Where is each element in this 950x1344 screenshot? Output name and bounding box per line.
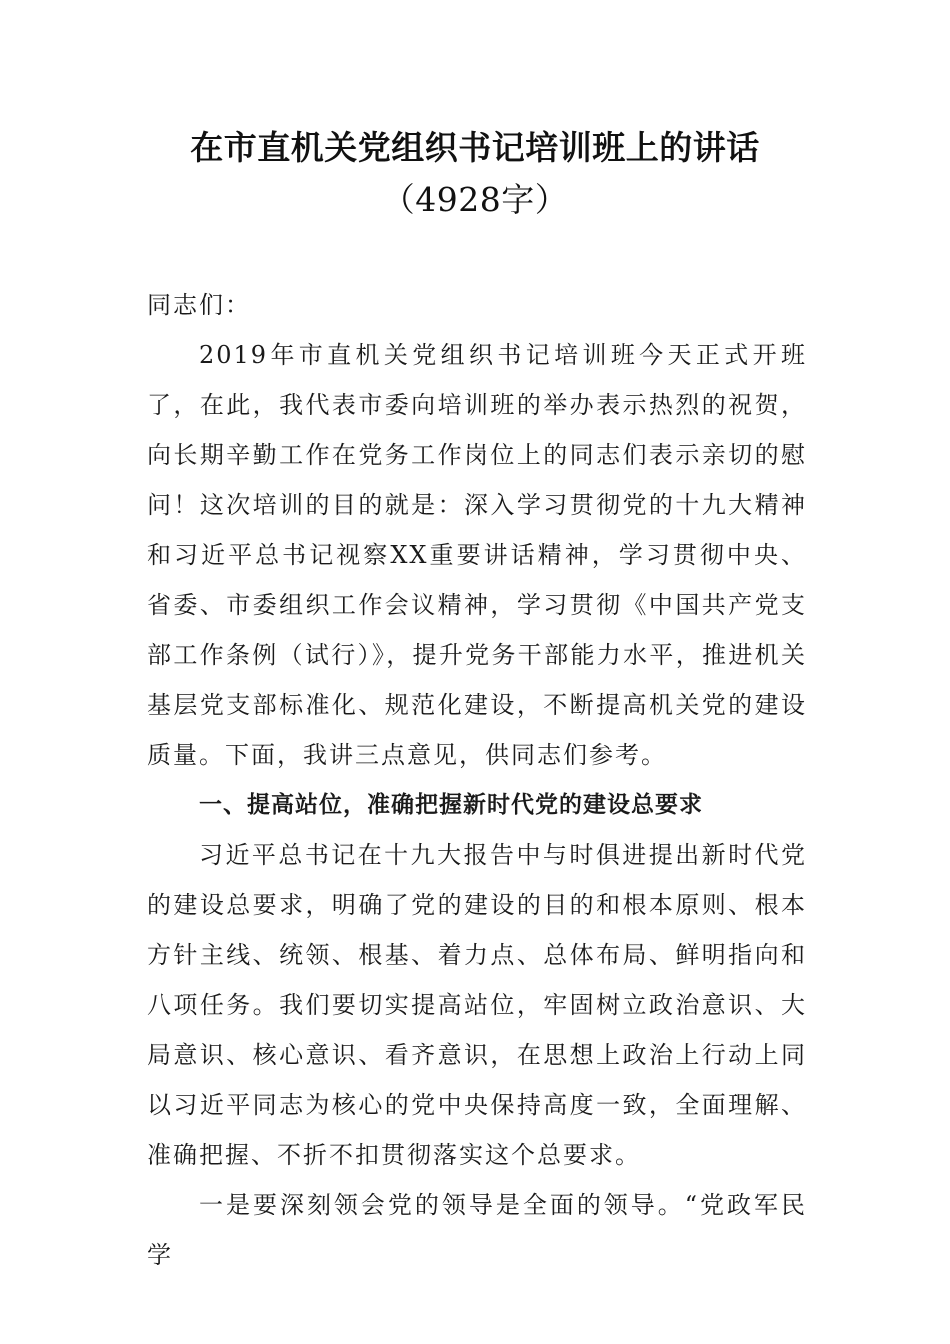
intro-paragraph: 2019年市直机关党组织书记培训班今天正式开班了，在此，我代表市委向培训班的举办表示热烈的祝贺，向长期辛勤工作在党务工作岗位上的同志们表示亲切的慰问！这次培训的目的就是：深入学习贯彻党的十九大精神和习近平总书记视察XX重要讲话精神，学习贯彻中央、省委、市委组织工作会议精神，学习贯彻《中国共产党支部工作条例（试行）》，提升党务干部能力水平，推进机关基层党支部标准化、规范化建设，不断提高机关党的建设质量。下面，我讲三点意见，供同志们参考。 bbox=[147, 341, 807, 769]
section-1-point-1: 一是要深刻领会党的领导是全面的领导。“党政军民学 bbox=[147, 1191, 807, 1269]
document-subtitle: （4928字） bbox=[381, 180, 569, 219]
salutation: 同志们： bbox=[147, 291, 251, 319]
document-body bbox=[147, 280, 807, 1280]
document-title: 在市直机关党组织书记培训班上的讲话 bbox=[190, 128, 760, 167]
section-1-paragraph: 习近平总书记在十九大报告中与时俱进提出新时代党的建设总要求，明确了党的建设的目的和根本原则、根本方针主线、统领、根基、着力点、总体布局、鲜明指向和八项任务。我们要切实提高站位，牢固树立政治意识、大局意识、核心意识、看齐意识，在思想上政治上行动上同以习近平同志为核心的党中央保持高度一致，全面理解、准确把握、不折不扣贯彻落实这个总要求。 bbox=[147, 841, 807, 1169]
section-heading-1: 一、提高站位，准确把握新时代党的建设总要求 bbox=[199, 792, 703, 818]
